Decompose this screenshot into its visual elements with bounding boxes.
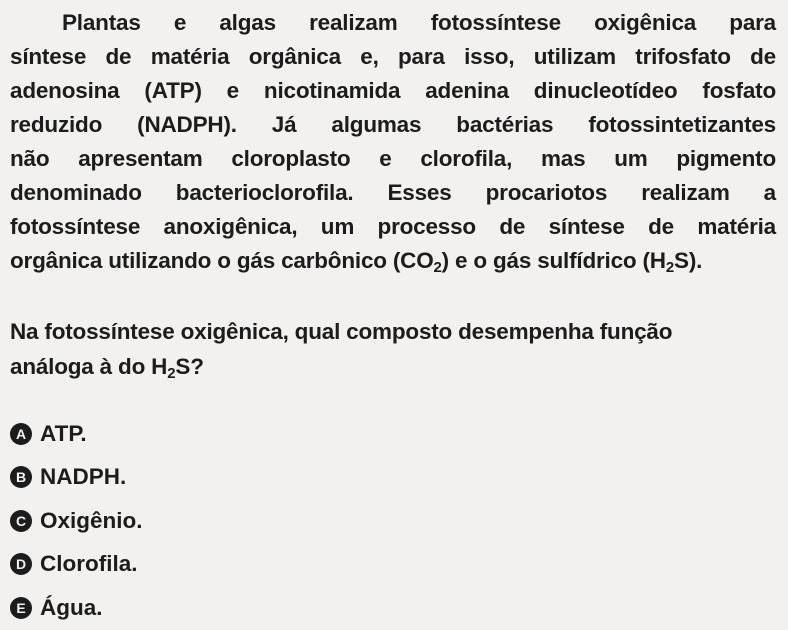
option-e-letter-badge: E [10,597,32,619]
option-a[interactable] [10,412,143,456]
passage-line-6: denominado bacterioclorofila. Esses procariotos realizam a [10,180,776,205]
passage-line-8-part-a: orgânica utilizando o gás carbônico (CO [10,248,434,273]
passage-line-8-part-b: ) e o gás sulfídrico (H [441,248,666,273]
passage-line-5: não apresentam cloroplasto e clorofila, mas um pigmento [10,146,776,171]
question-line-1: Na fotossíntese oxigênica, qual composto desempenha função [10,319,673,344]
passage-line-8 [10,244,776,278]
passage-text [10,6,776,278]
option-e[interactable] [10,586,143,630]
answer-options [10,412,143,630]
co2-subscript: 2 [433,259,442,276]
question-line-2-part-b: S? [175,354,204,379]
option-d-text: Clorofila. [40,551,138,577]
option-c[interactable] [10,499,143,543]
passage-line-2: síntese de matéria orgânica e, para isso, utilizam trifosfato de [10,44,776,69]
question-line-2 [10,349,776,384]
option-e-text: Água. [40,594,103,620]
question-line-2-part-a: análoga à do H [10,354,168,379]
option-b-text: NADPH. [40,464,127,490]
option-a-text: ATP. [40,420,87,446]
passage-line-1: Plantas e algas realizam fotossíntese oxigênica para [62,10,776,35]
passage-line-4: reduzido (NADPH). Já algumas bactérias fotossintetizantes [10,112,776,137]
question-h2s-subscript: 2 [167,365,176,382]
option-a-letter-badge: A [10,423,32,445]
passage-line-7: fotossíntese anoxigênica, um processo de síntese de matéria [10,214,776,239]
passage-line-8-part-c: S). [674,248,703,273]
option-b[interactable] [10,456,143,500]
option-c-letter-badge: C [10,510,32,532]
option-d-letter-badge: D [10,553,32,575]
option-c-text: Oxigênio. [40,507,143,533]
option-d[interactable] [10,543,143,587]
passage-line-3: adenosina (ATP) e nicotinamida adenina dinucleotídeo fosfato [10,78,776,103]
option-b-letter-badge: B [10,466,32,488]
h2s-subscript: 2 [665,259,675,276]
question-prompt [10,314,776,384]
